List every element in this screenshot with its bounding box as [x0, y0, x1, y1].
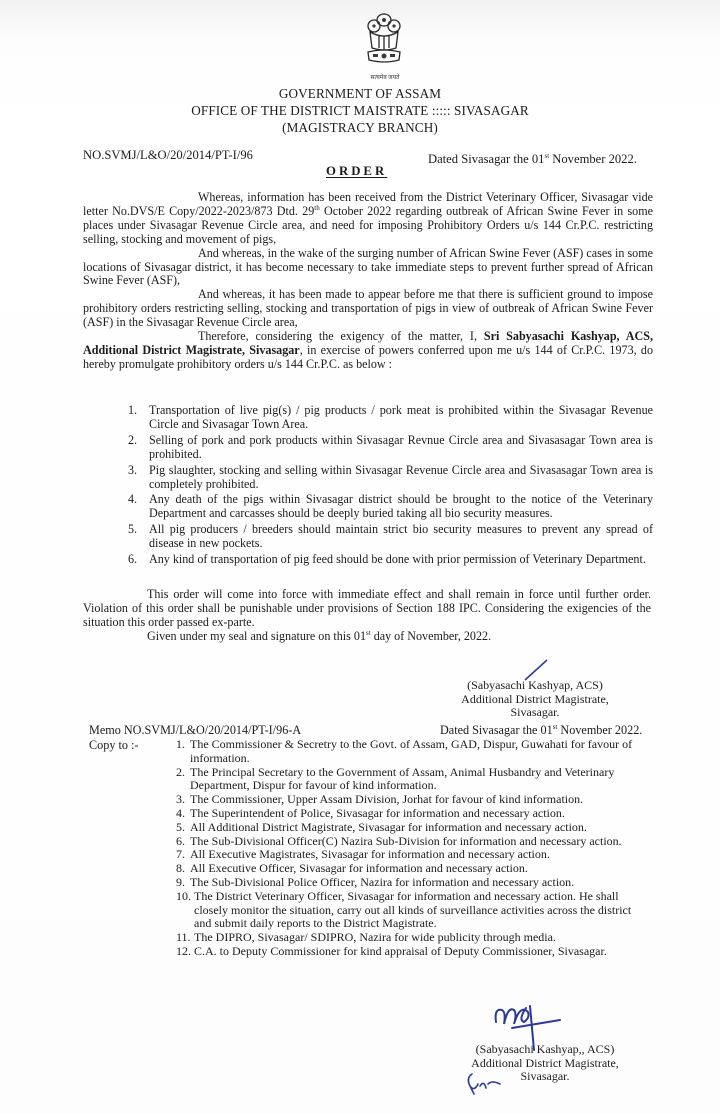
- order-item: 2. Selling of pork and pork products within Sivasagar Revnue Circle area and Sivasasagar Town area is prohibited.: [128, 432, 653, 461]
- memo-reference-number: Memo NO.SVMJ/L&O/20/2014/PT-I/96-A: [89, 723, 302, 737]
- copy-to-label: Copy to :-: [89, 738, 139, 752]
- paragraph-force: This order will come into force with immediate effect and shall remain in force until further order. Violation of this order shall be punishable under provisions of Section 188 IPC. Considering the exigencies of the situation this order passed ex-parte.: [83, 587, 651, 629]
- copy-to-item: 7. All Executive Magistrates, Sivasagar for information and necessary action.: [176, 847, 550, 862]
- header-branch: (MAGISTRACY BRANCH): [282, 120, 438, 135]
- initials-ink-icon: [464, 1070, 504, 1098]
- order-body: [83, 191, 653, 372]
- order-item: 1. Transportation of live pig(s) / pig products / pork meat is prohibited within the Sivasagar Revenue Circle and Sivasagar Town Area.: [128, 403, 653, 431]
- signatory-name: (Sabyasachi Kashyap,, ACS): [475, 1042, 615, 1056]
- order-closing: [83, 588, 651, 644]
- signature-block-order: [440, 679, 630, 720]
- emblem-motto: सत्यमेव जयते: [370, 75, 400, 81]
- order-item: 4. Any death of the pigs within Sivasagar district should be brought to the notice of the Veterinary Department and carcasses should be deeply buried taking all bio security measures.: [128, 492, 653, 521]
- signatory-title: Additional District Magistrate,: [471, 1055, 619, 1070]
- order-item: 6. Any kind of transportation of pig feed should be done with prior permission of Veterinary Department.: [128, 552, 646, 567]
- copy-to-item: 4. The Superintendent of Police, Sivasagar for information and necessary action.: [176, 805, 565, 820]
- copy-to-item: 3. The Commissioner, Upper Assam Division, Jorhat for favour of kind information.: [176, 792, 584, 807]
- paragraph-whereas-3: And whereas, it has been made to appear before me that there is sufficient ground to impose prohibitory orders restricting selling, stocking and transportation of pigs in view of outbreak of African Swine Fever (ASF) in the Sivasagar Revenue Circle area,: [83, 287, 653, 330]
- order-reference-number: NO.SVMJ/L&O/20/2014/PT-I/96: [83, 148, 253, 162]
- signatory-name: (Sabyasachi Kashyap, ACS): [467, 678, 603, 692]
- paragraph-whereas-2: And whereas, in the wake of the surging number of African Swine Fever (ASF) cases in some locations of Sivasagar district, it has become necessary to take immediate steps to prevent further spread of African Swine Fever (ASF),: [83, 245, 653, 288]
- order-item: 5. All pig producers / breeders should maintain strict bio security measures to prevent any spread of disease in new pockets.: [128, 522, 653, 551]
- signatory-place: Sivasagar.: [510, 705, 560, 720]
- copy-to-item: 5. All Additional District Magistrate, Sivasagar for information and necessary action.: [176, 819, 587, 834]
- copy-to-item: 6. The Sub-Divisional Officer(C) Nazira Sub-Division for information and necessary action.: [176, 833, 622, 848]
- signatory-title: Additional District Magistrate,: [461, 691, 609, 706]
- signatory-place: Sivasagar.: [520, 1069, 570, 1084]
- copy-to-list: [176, 738, 636, 959]
- order-date: Dated Sivasagar the 01st November 2022.: [428, 152, 637, 166]
- copy-to-item: 9. The Sub-Divisional Police Officer, Nazira for information and necessary action.: [176, 874, 575, 889]
- paragraph-seal: Given under my seal and signature on this 01st day of November, 2022.: [147, 628, 492, 643]
- national-emblem-icon: [362, 10, 406, 72]
- copy-to-item: 11. The DIPRO, Sivasagar/ SDIPRO, Nazira for wide publicity through media.: [176, 930, 556, 945]
- paragraph-whereas-1: Whereas, information has been received from the District Veterinary Officer, Sivasagar vide letter No.DVS/E Copy/2022-2023/873 Dtd. 29th October 2022 regarding outbreak of African Swine Fever in some places under Sivasagar Revenue Circle area, and need for imposing Prohibitory Orders u/s 144 Cr.P.C. restricting selling, stocking and movement of pigs,: [83, 190, 653, 246]
- order-title: ORDER: [326, 164, 388, 178]
- order-item: 3. Pig slaughter, stocking and selling within Sivasagar Revenue Circle area and Sivasasagar Town area is completely prohibited.: [128, 462, 653, 491]
- copy-to-item: 8. All Executive Officer, Sivasagar for information and necessary action.: [176, 861, 528, 876]
- copy-to-item: 1. The Commissioner & Secretry to the Govt. of Assam, GAD, Dispur, Guwahati for favour of information.: [176, 737, 633, 765]
- copy-to-item: 10. The District Veterinary Officer, Sivasagar for information and necessary action. He shall closely monitor the situation, carry out all kinds of surveillance activities across the district and submit daily reports to the District Magistrate.: [176, 888, 632, 931]
- header-government: GOVERNMENT OF ASSAM: [278, 86, 442, 101]
- copy-to-item: 2. The Principal Secretary to the Government of Assam, Animal Husbandry and Veterinary Department, Dispur for favour of kind information.: [176, 764, 615, 793]
- paragraph-therefore: Therefore, considering the exigency of the matter, I, Sri Sabyasachi Kashyap, ACS, Additional District Magistrate, Sivasagar, in exercise of powers conferred upon me u/s 144 of Cr.P.C. 1973, do hereby promulgate prohibitory orders u/s 144 Cr.P.C. as below :: [83, 329, 654, 371]
- copy-to-item: 12. C.A. to Deputy Commissioner for kind appraisal of Deputy Commissioner, Sivasagar.: [176, 943, 607, 958]
- prohibitory-orders-list: [128, 404, 653, 567]
- memo-date: Dated Sivasagar the 01st November 2022.: [440, 723, 643, 737]
- header-office: OFFICE OF THE DISTRICT MAISTRATE ::::: SIVASAGAR: [191, 103, 529, 118]
